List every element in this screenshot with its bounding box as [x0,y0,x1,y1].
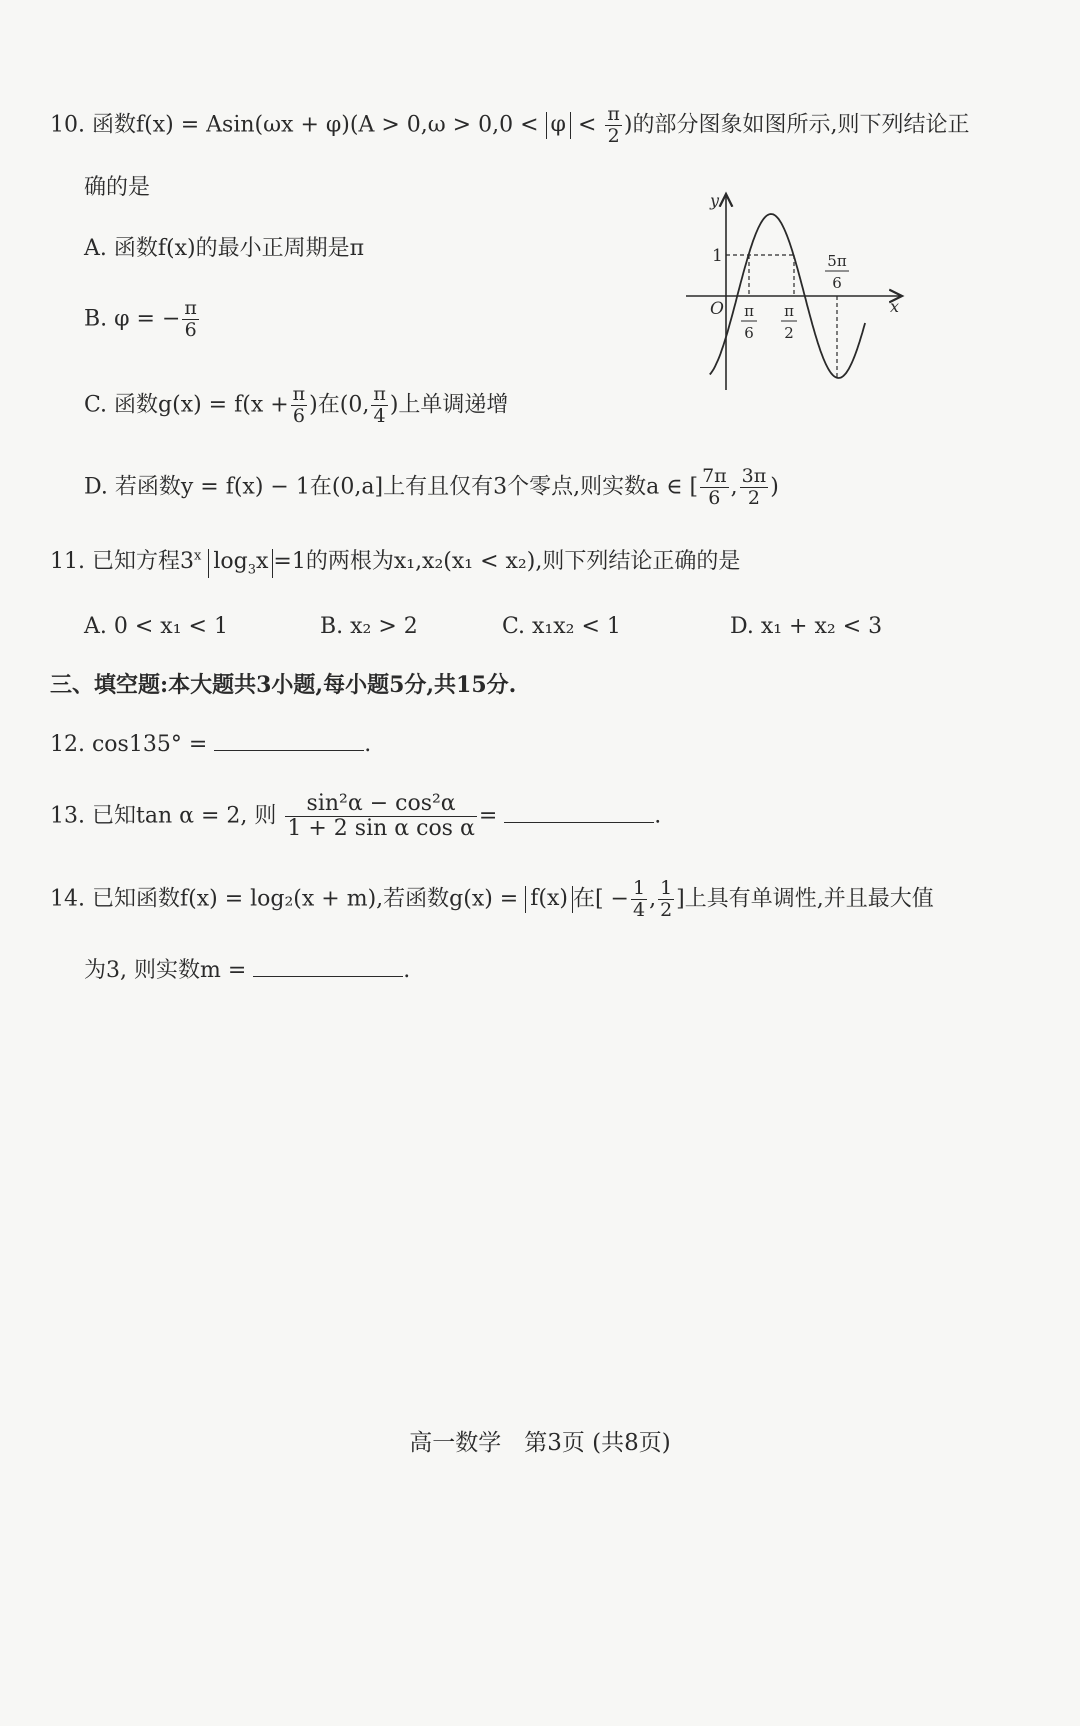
q10-abs-phi: φ [546,112,571,138]
q10-option-b [84,298,201,341]
frac-den: 2 [607,124,620,147]
q10-option-d-frac1 [700,466,729,509]
q14-post: ]上具有单调性,并且最大值 [676,886,934,912]
frac-num: 1 [660,877,673,899]
tick-5pi6-num: 5π [827,252,847,270]
tick-pi6-den: 6 [744,324,754,342]
frac-den: 2 [747,486,760,509]
frac-den: 6 [184,318,197,341]
q11-log-base: 3 [247,562,256,578]
q11-option-c: C. x₁x₂ < 1 [502,614,621,639]
q10-option-b-frac [182,298,199,341]
tick-pi2-num: π [784,302,794,320]
q10-stem-post: )的部分图象如图所示,则下列结论正 [623,112,970,138]
q10-option-d-pre: D. 若函数y = f(x) − 1在(0,a]上有且仅有3个零点,则实数a ∈ [ [84,474,699,500]
q10-stem-pre: 函数 [92,112,137,138]
q11-stem-pre: 11. 已知方程3 [50,549,194,574]
q12-text: 12. cos135° = [50,732,208,757]
q10-option-d-comma: , [730,474,738,500]
frac-den: 4 [373,404,386,427]
q10-option-c-frac2 [371,384,388,427]
section-3-heading [50,674,516,696]
q13-answer-blank[interactable] [504,804,654,823]
frac-den: 6 [708,486,721,509]
q11-exponent: x [193,548,202,564]
q12-answer-blank[interactable] [214,732,364,751]
q10-option-a [84,238,364,260]
q10-stem-fx: f(x) = Asin(ωx + φ)(A > 0,ω > 0,0 < [136,112,539,138]
q14-answer-blank[interactable] [253,958,403,977]
origin-label: O [710,299,724,319]
q10-option-d-frac2 [740,466,769,509]
q13-pre: 13. 已知tan α = 2, 则 [50,803,277,829]
tick-pi2-den: 2 [784,324,794,342]
q10-stem-line2-text: 确的是 [84,175,151,200]
q10-option-a-text: A. 函数f(x)的最小正周期是π [84,236,365,261]
q14-frac1 [631,878,647,921]
q14-abs-fx: f(x) [525,886,573,912]
q10-option-c-mid: )在(0, [309,392,370,418]
q12-end: . [364,732,372,757]
q10-option-c-pre: C. 函数g(x) = f(x + [84,392,289,418]
q11-log: log [213,549,248,574]
q11-abs-log [208,549,273,578]
frac-den: 6 [292,404,305,427]
q13-fraction [285,792,476,841]
q12 [50,732,371,756]
q14-line2-text: 为3, 则实数m = [84,958,247,983]
frac-num: sin²α − cos²α [285,792,476,817]
x-axis-label: x [890,297,900,316]
footer-text: 高一数学 第3页 (共8页) [409,1430,671,1456]
q13-eq: = [478,803,498,829]
q10-number: 10. [50,112,85,138]
q14-comma: , [649,886,657,912]
frac-num: π [292,383,306,405]
sine-graph [680,188,940,408]
frac-num: 7π [702,465,727,487]
frac-num: π [184,297,197,319]
y-one-label: 1 [712,246,723,266]
q11-stem [50,549,740,578]
frac-num: π [373,383,386,405]
q10-option-c [84,384,508,427]
frac-num: 1 [632,877,646,899]
q14-line2 [84,958,410,982]
q11-option-b: B. x₂ > 2 [320,614,418,639]
frac-num: π [607,103,620,125]
tick-5pi6-den: 6 [832,274,842,292]
q13 [50,792,661,841]
q10-option-c-frac1 [291,384,308,427]
q11-option-d: D. x₁ + x₂ < 3 [730,614,883,639]
q10-option-c-post: )上单调递增 [389,392,509,418]
frac-den: 1 + 2 sin α cos α [287,816,475,842]
frac-num: 3π [741,465,767,487]
q10-option-b-pre: B. φ = − [84,306,181,332]
q10-frac-pi-2 [605,104,622,147]
q13-end: . [654,803,662,829]
q14-pre: 14. 已知函数f(x) = log₂(x + m),若函数g(x) = [50,886,519,912]
q10-lt: < [577,112,597,138]
frac-den: 4 [632,898,646,921]
q14-stem [50,878,934,921]
q10-option-d-post: ) [770,474,779,500]
tick-pi6-num: π [744,302,754,320]
q10-stem-line2 [84,177,150,199]
y-axis-label: y [710,191,720,210]
q14-frac2 [658,878,674,921]
q14-mid: 在[ − [572,886,629,912]
q11-option-a: A. 0 < x₁ < 1 [84,614,228,639]
frac-den: 2 [660,898,673,921]
q14-end: . [403,958,411,983]
q11-log-arg: x [255,549,269,574]
q11-stem-post: =1的两根为x₁,x₂(x₁ < x₂),则下列结论正确的是 [273,549,741,574]
q10-option-d [84,466,779,509]
page-footer [0,1424,1080,1457]
q10-stem [50,104,969,147]
section-3-text: 三、填空题:本大题共3小题,每小题5分,共15分. [50,672,517,698]
